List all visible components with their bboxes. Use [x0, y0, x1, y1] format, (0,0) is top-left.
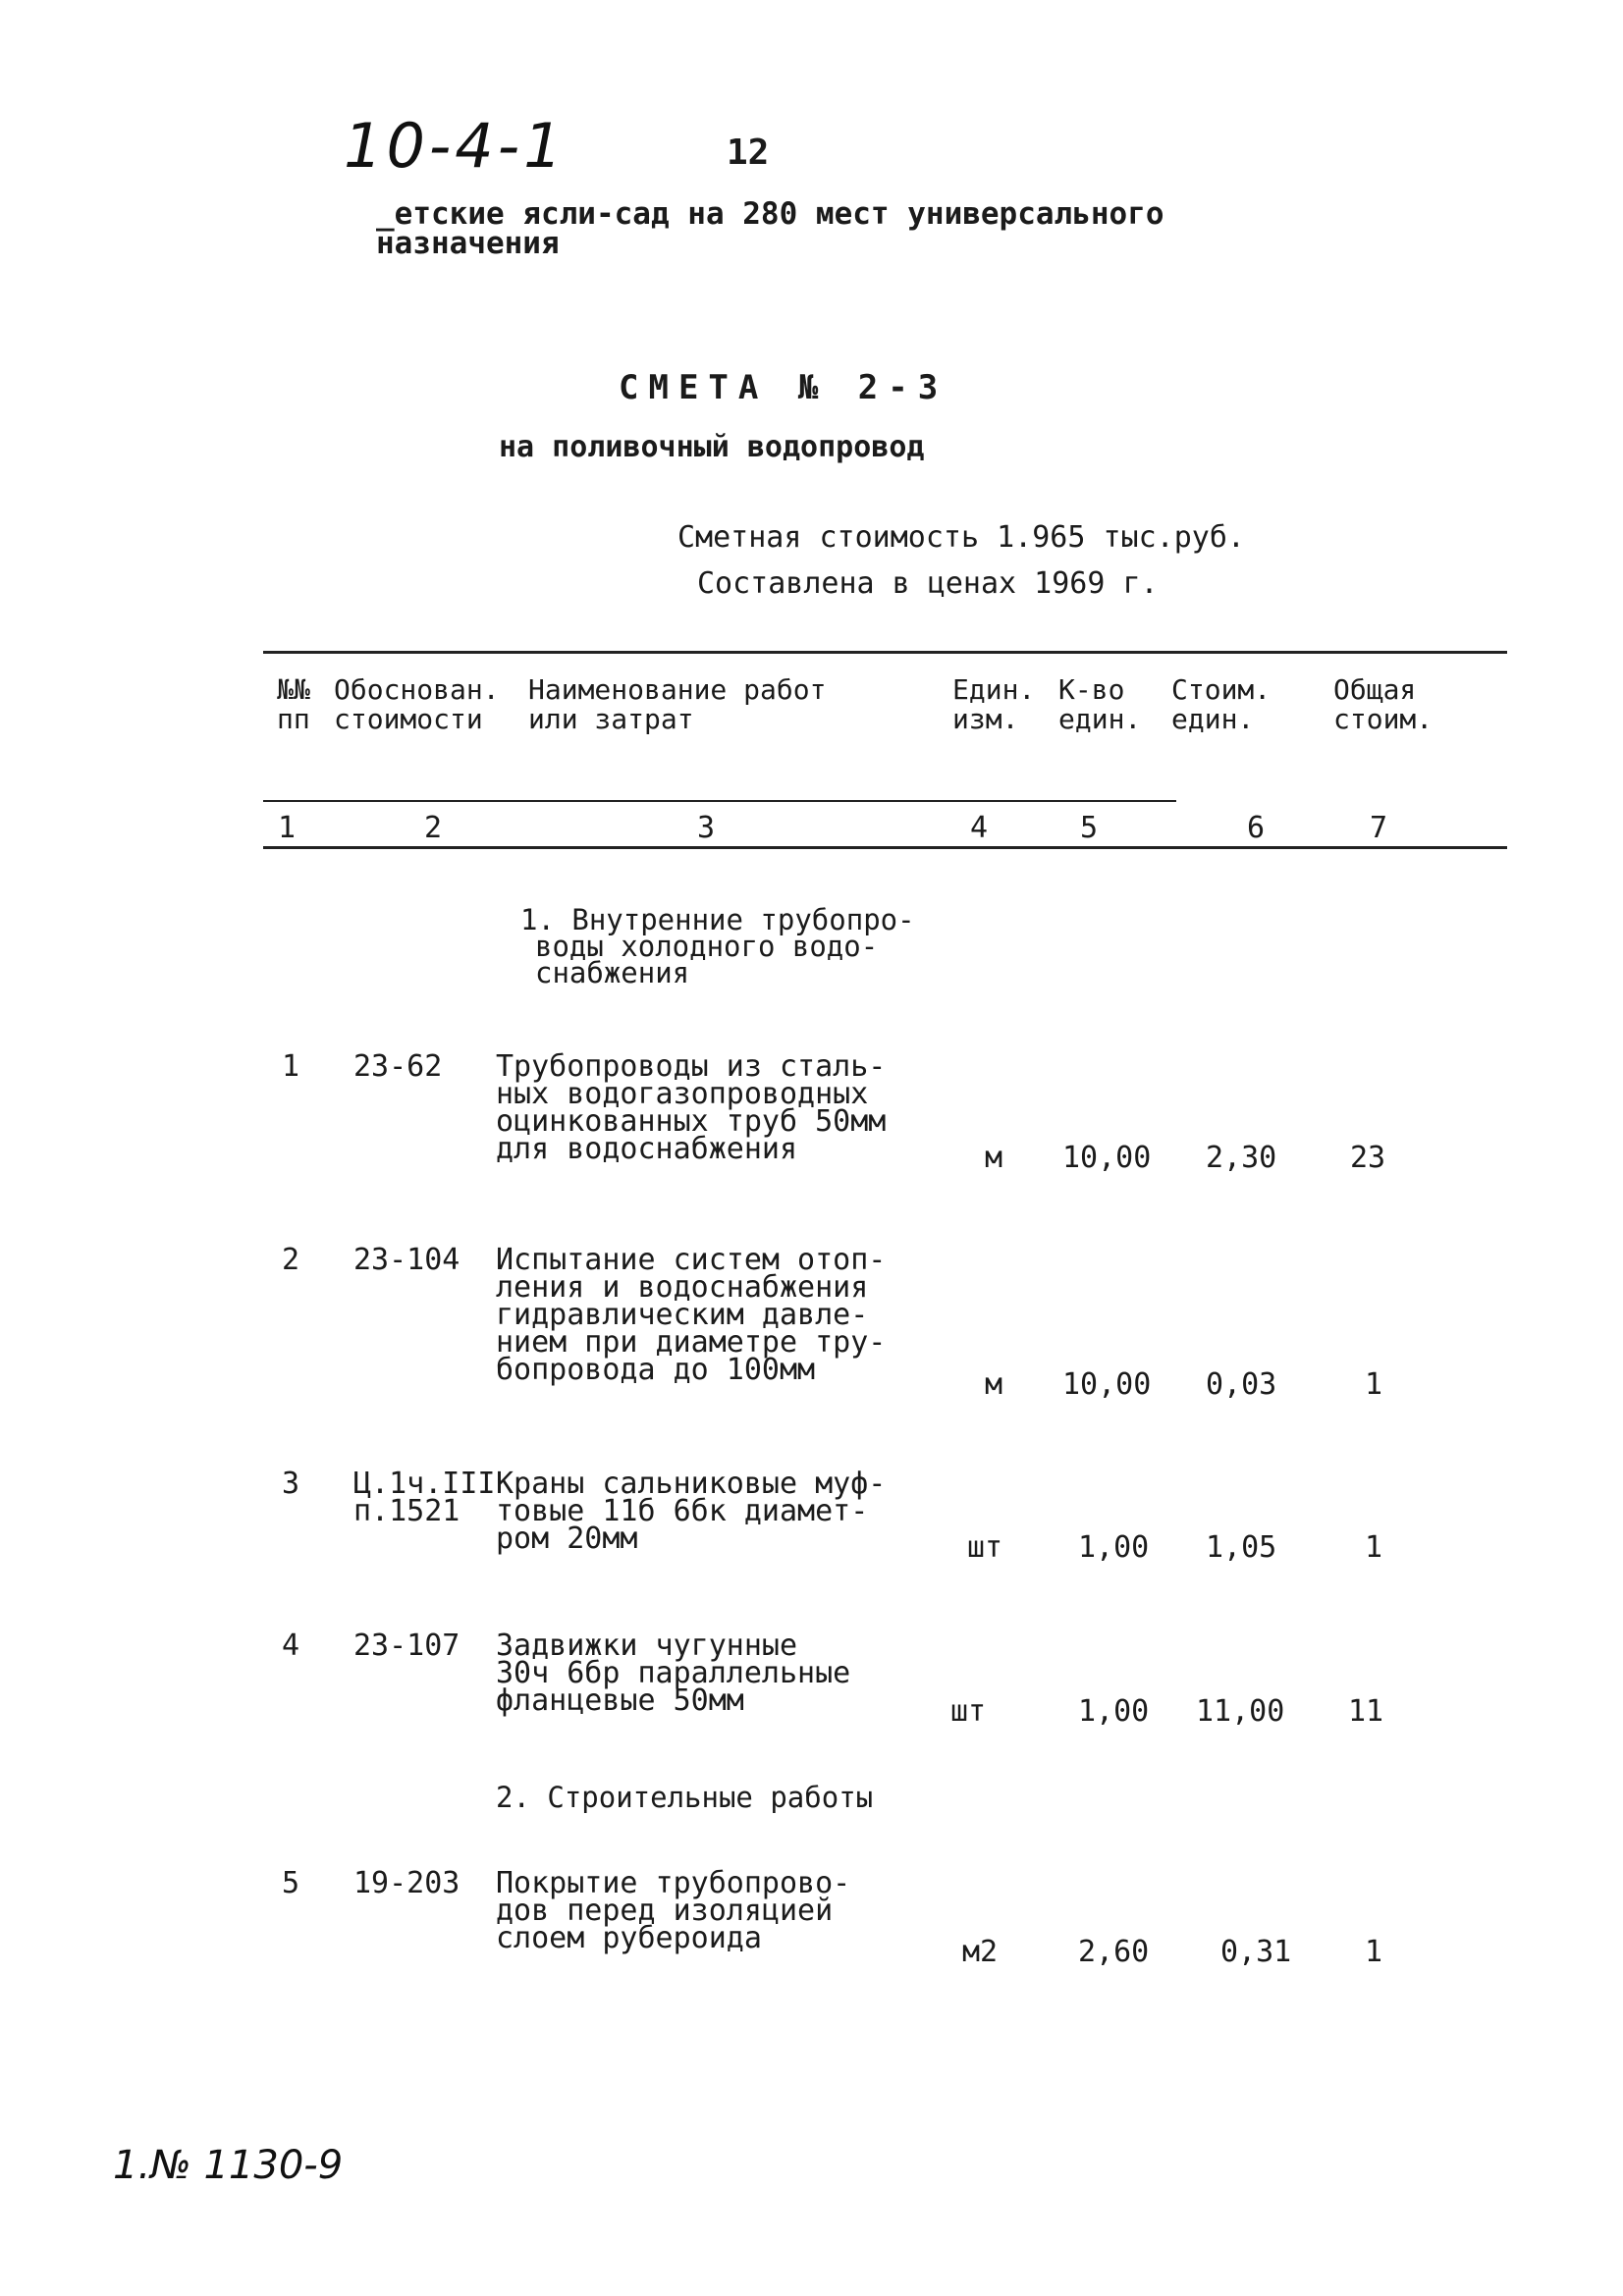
column-number: 3 — [697, 811, 716, 845]
row-qty: 10,00 — [1062, 1367, 1152, 1402]
table-top-rule — [263, 651, 1507, 654]
row-basis: 23-104 — [353, 1243, 460, 1277]
row-number: 3 — [282, 1467, 300, 1501]
column-number: 7 — [1370, 811, 1388, 845]
row-name: Задвижки чугунные 30ч 6бр параллельные фланцевые 50мм — [496, 1629, 851, 1718]
row-unit: шт — [950, 1694, 987, 1729]
row-unit: м2 — [962, 1935, 999, 1969]
header-name: Наименование работ или затрат — [528, 673, 827, 735]
row-basis: Ц.1ч.III п.1521 — [353, 1467, 496, 1528]
row-unit: м — [985, 1367, 1003, 1402]
estimate-cost: Сметная стоимость 1.965 тыс.руб. — [677, 520, 1245, 555]
header-total: Общая стоим. — [1333, 673, 1434, 735]
table-header-rule — [263, 800, 1176, 802]
row-number: 1 — [282, 1049, 300, 1084]
column-number: 4 — [970, 811, 989, 845]
section-heading: 1. Внутренние трубопро- воды холодного водо- снабжения — [520, 903, 915, 989]
column-number: 2 — [424, 811, 443, 845]
table-colnum-rule — [263, 846, 1507, 849]
document-code: 10-4-1 — [344, 110, 567, 182]
row-unit: м — [985, 1141, 1003, 1175]
row-unit-cost: 0,31 — [1220, 1935, 1292, 1969]
header-num: №№ пп — [277, 673, 310, 735]
row-basis: 23-107 — [353, 1629, 460, 1663]
row-total: 23 — [1350, 1141, 1386, 1175]
project-title: _етские ясли-сад на 280 мест универсального назначения — [376, 196, 1164, 261]
row-basis: 23-62 — [353, 1049, 443, 1084]
row-name: Краны сальниковые муф- товые 11б 6бк диамет- ром 20мм — [496, 1467, 887, 1556]
row-unit-cost: 1,05 — [1206, 1530, 1277, 1565]
archive-stamp: 1.№ 1130-9 — [113, 2143, 344, 2188]
header-basis: Обоснован. стоимости — [334, 673, 500, 735]
estimate-price-year: Составлена в ценах 1969 г. — [697, 566, 1159, 601]
row-unit: шт — [967, 1530, 1003, 1565]
row-qty: 1,00 — [1078, 1694, 1150, 1729]
page-number: 12 — [727, 133, 770, 173]
column-number: 6 — [1247, 811, 1266, 845]
row-unit-cost: 0,03 — [1206, 1367, 1277, 1402]
header-unit: Един. изм. — [952, 673, 1036, 735]
row-total: 1 — [1365, 1367, 1383, 1402]
row-total: 1 — [1365, 1935, 1383, 1969]
section-heading: 2. Строительные работы — [496, 1781, 874, 1814]
header-unit-cost: Стоим. един. — [1171, 673, 1271, 735]
row-basis: 19-203 — [353, 1866, 460, 1900]
row-number: 4 — [282, 1629, 300, 1663]
row-total: 11 — [1348, 1694, 1384, 1729]
header-qty: К-во един. — [1058, 673, 1142, 735]
row-unit-cost: 2,30 — [1206, 1141, 1277, 1175]
row-qty: 10,00 — [1062, 1141, 1152, 1175]
row-name: Покрытие трубопрово- дов перед изоляцией слоем рубероида — [496, 1866, 851, 1955]
estimate-title: СМЕТА № 2-3 — [619, 368, 948, 407]
row-name: Трубопроводы из сталь- ных водогазопроводных оцинкованных труб 50мм для водоснабжения — [496, 1049, 887, 1166]
row-unit-cost: 11,00 — [1196, 1694, 1285, 1729]
estimate-subtitle: на поливочный водопровод — [499, 430, 925, 464]
row-qty: 2,60 — [1078, 1935, 1150, 1969]
row-number: 2 — [282, 1243, 300, 1277]
column-number: 5 — [1080, 811, 1099, 845]
row-name: Испытание систем отоп- ления и водоснабжения гидравлическим давле- нием при диаметре тру- бопровода до 100мм — [496, 1243, 887, 1387]
column-number: 1 — [278, 811, 297, 845]
row-qty: 1,00 — [1078, 1530, 1150, 1565]
row-number: 5 — [282, 1866, 300, 1900]
row-total: 1 — [1365, 1530, 1383, 1565]
